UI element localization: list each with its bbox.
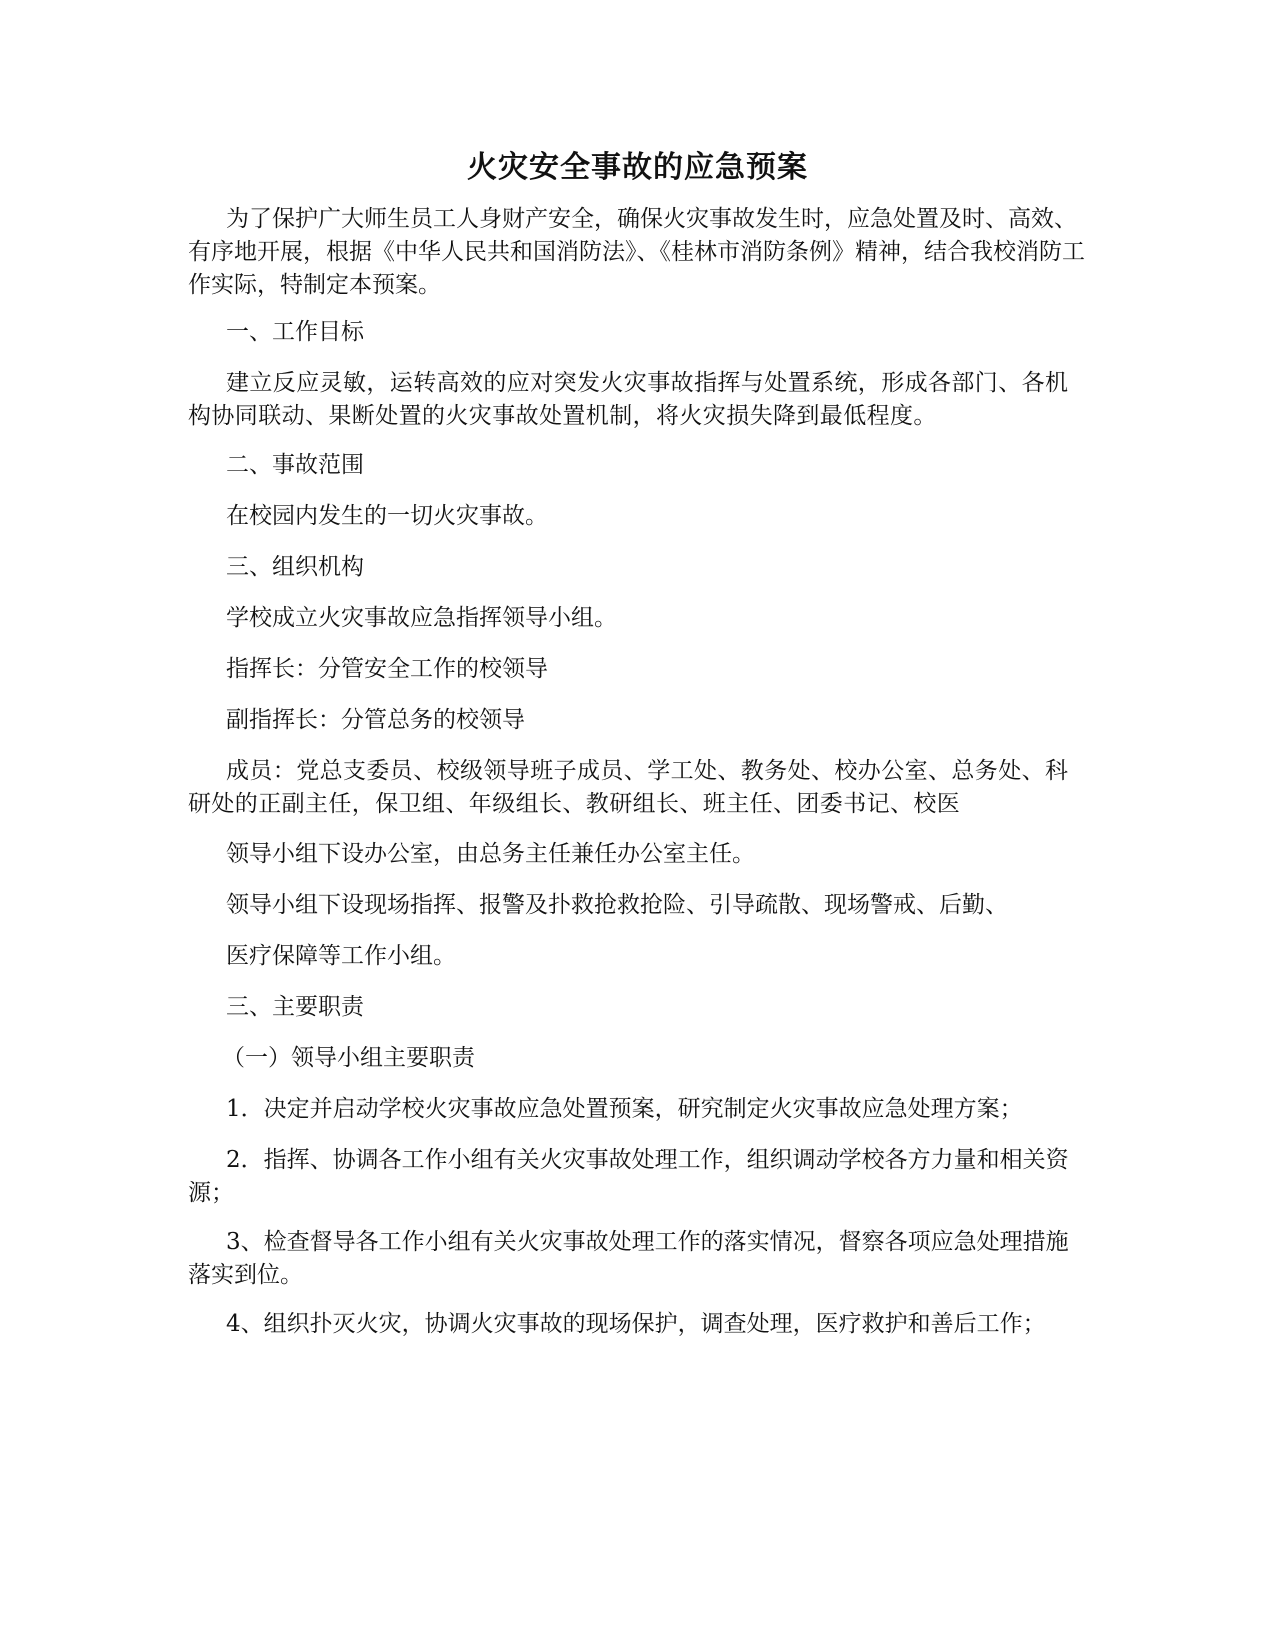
subheading-leadership-responsibilities: （一）领导小组主要职责: [222, 1045, 475, 1071]
paragraph-working-groups-continued: 医疗保障等工作小组。: [226, 943, 456, 969]
section-heading-work-goals: 一、工作目标: [226, 319, 364, 345]
paragraph-deputy-commander: 副指挥长：分管总务的校领导: [226, 707, 525, 733]
section-heading-organization: 三、组织机构: [226, 554, 364, 580]
section-heading-incident-scope: 二、事故范围: [226, 452, 364, 478]
paragraph-work-goals: 建立反应灵敏，运转高效的应对突发火灾事故指挥与处置系统，形成各部门、各机构协同联动、果断处置的火灾事故处置机制，将火灾损失降到最低程度。: [188, 370, 1069, 429]
paragraph-working-groups: 领导小组下设现场指挥、报警及扑救抢救抢险、引导疏散、现场警戒、后勤、: [226, 892, 1008, 918]
responsibility-item-4: 4、组织扑灭火灾，协调火灾事故的现场保护，调查处理，医疗救护和善后工作；: [226, 1311, 1046, 1337]
paragraph-office: 领导小组下设办公室，由总务主任兼任办公室主任。: [226, 841, 755, 867]
section-heading-main-responsibilities: 三、主要职责: [226, 994, 364, 1020]
responsibility-item-2: 2．指挥、协调各工作小组有关火灾事故处理工作，组织调动学校各方力量和相关资源；: [188, 1147, 1069, 1206]
paragraph-commander: 指挥长：分管安全工作的校领导: [226, 656, 548, 682]
paragraph-incident-scope: 在校园内发生的一切火灾事故。: [226, 503, 548, 529]
document-title: 火灾安全事故的应急预案: [467, 150, 808, 185]
paragraph-intro: 为了保护广大师生员工人身财产安全，确保火灾事故发生时，应急处置及时、高效、有序地开展，根据《中华人民共和国消防法》、《桂林市消防条例》精神，结合我校消防工作实际，特制定本预案。: [188, 206, 1085, 298]
responsibility-item-3: 3、检查督导各工作小组有关火灾事故处理工作的落实情况，督察各项应急处理措施落实到位。: [188, 1229, 1069, 1288]
paragraph-organization: 学校成立火灾事故应急指挥领导小组。: [226, 605, 617, 631]
paragraph-members: 成员：党总支委员、校级领导班子成员、学工处、教务处、校办公室、总务处、科研处的正副主任，保卫组、年级组长、教研组长、班主任、团委书记、校医: [188, 758, 1069, 817]
responsibility-item-1: 1．决定并启动学校火灾事故应急处置预案，研究制定火灾事故应急处理方案；: [226, 1096, 1023, 1122]
